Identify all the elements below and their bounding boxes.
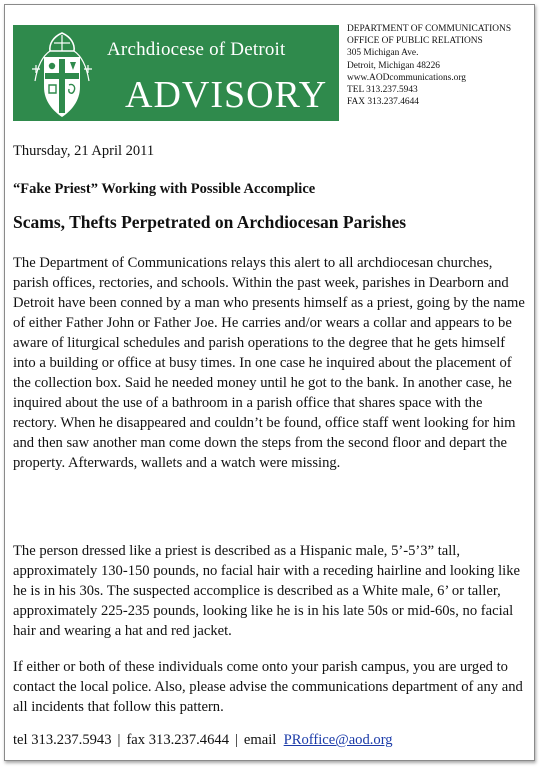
footer-tel: tel 313.237.5943 [13,732,112,748]
body-paragraph: If either or both of these individuals come onto your parish campus, you are urged to contact the local police. Also, please advise the communications department of any and all incidents that follow this pattern. [13,659,523,715]
contact-block [347,23,532,108]
email-link[interactable]: PRoffice@aod.org [283,732,393,748]
footer-fax: fax 313.237.4644 [126,732,229,748]
contact-footer [13,732,393,749]
document-subhead: “Fake Priest” Working with Possible Accomplice [13,181,316,197]
contact-line: TEL 313.237.5943 [347,85,418,96]
archdiocese-seal-icon [27,31,97,119]
document-date: Thursday, 21 April 2011 [13,143,155,159]
body-paragraph: The person dressed like a priest is described as a Hispanic male, 5’-5’3” tall, approximately 130-150 pounds, no facial hair with a receding hairline and looking like he is in his 30s. The suspected accomplice is described as a White male, 6’ or taller, approximately 225-235 pounds, looking like he is in his late 50s or mid-60s, no facial hair and wearing a hat and red jacket. [13,543,520,639]
contact-line: DEPARTMENT OF COMMUNICATIONS [347,24,512,34]
org-name: Archdiocese of Detroit [107,39,286,60]
letterhead-banner [13,25,339,121]
contact-line: FAX 313.237.4644 [347,97,419,108]
contact-line: www.AODcommunications.org [347,72,466,83]
contact-line: 305 Michigan Ave. [347,48,419,59]
body-paragraph: The Department of Communications relays this alert to all archdiocesan churches, parish offices, rectories, and schools. Within the past week, parishes in Dearborn and Detroit have been conned by a man who presents himself as a priest, going by the name of either Father John or Father Joe. He carries and/or wears a collar and appears to be aware of liturgical schedules and parish operations to the degree that he gets himself into a building or office at busy times. In one case he inquired about the placement of the collection box. Said he needed money until he got to the bank. In another case, he inquired about the use of a bathroom in a parish office that shares space with the rectory. When he disappeared and couldn’t be found, office staff went looking for him and then saw another man come down the steps from the second floor and depart the property. Afterwards, wallets and a watch were missing. [13,255,525,471]
advisory-document [4,4,535,761]
footer-separator: | [117,732,121,748]
footer-email-label: email [243,732,277,748]
document-headline: Scams, Thefts Perpetrated on Archdiocesan Parishes [13,212,407,232]
contact-line: Detroit, Michigan 48226 [347,60,440,71]
contact-line: OFFICE OF PUBLIC RELATIONS [347,36,483,47]
footer-separator: | [235,732,238,748]
advisory-title: ADVISORY [125,74,328,116]
